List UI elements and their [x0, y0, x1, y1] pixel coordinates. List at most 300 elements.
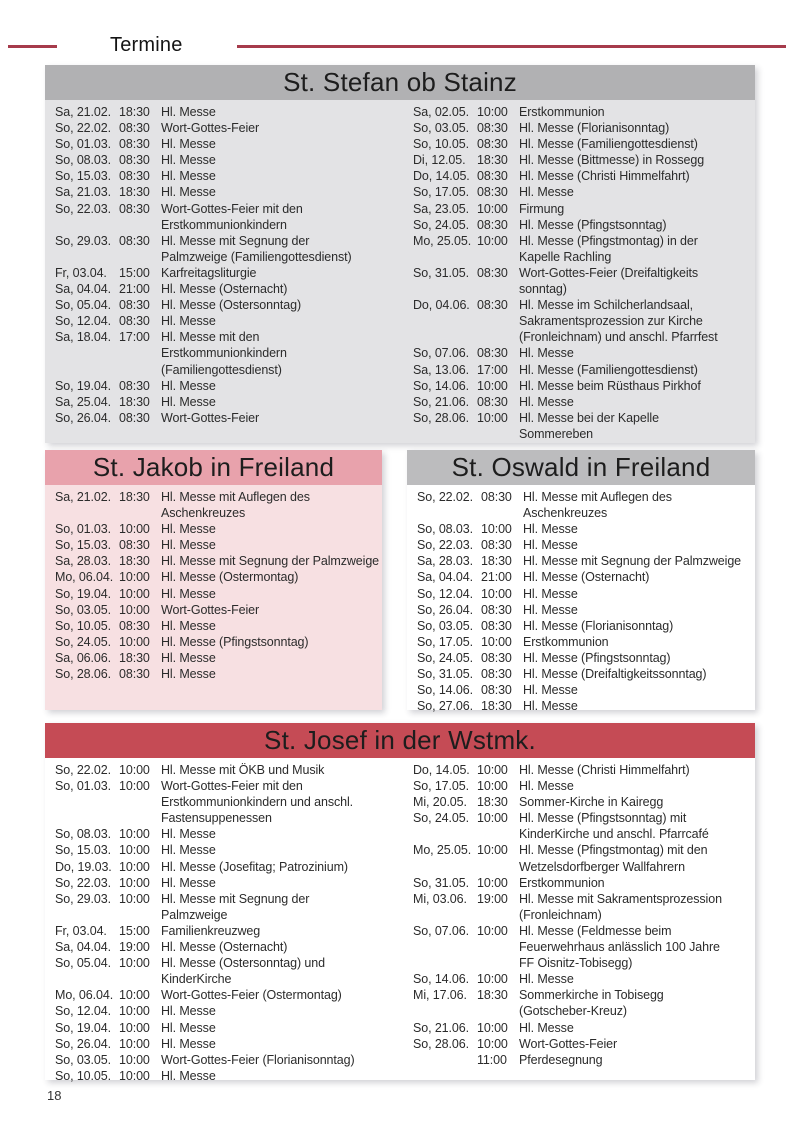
row-description	[161, 136, 407, 152]
row-description-line: (Fronleichnam) und anschl. Pfarrfest	[519, 330, 718, 345]
row-description	[161, 618, 376, 634]
st-josef-column-2	[407, 762, 749, 1080]
row-day: So, 28.06.	[55, 667, 111, 682]
row-description-line: Hl. Messe (Florianisonntag)	[523, 618, 674, 633]
row-time: 19:00	[119, 940, 150, 955]
row-description	[519, 168, 749, 184]
row-description	[161, 378, 407, 394]
page-number: 18	[47, 1088, 62, 1103]
row-day: So, 10.05.	[55, 618, 111, 633]
row-description-line: KinderKirche und anschl. Pfarrcafé	[519, 827, 709, 842]
row-description	[161, 1052, 407, 1068]
row-day: Mo, 25.05.	[413, 233, 472, 248]
row-description-line: Hl. Messe	[161, 169, 216, 184]
row-description-line: Hl. Messe (Pfingstsonntag)	[161, 634, 309, 649]
row-day: So, 24.05.	[417, 650, 473, 665]
schedule-row	[413, 297, 749, 345]
row-description	[161, 297, 407, 313]
row-day: Sa, 21.02.	[55, 490, 111, 504]
section-st-oswald	[407, 450, 755, 714]
row-description	[161, 891, 407, 923]
row-description	[523, 682, 749, 698]
schedule-row	[413, 217, 749, 233]
row-description-line: Hl. Messe mit Segnung der	[161, 233, 310, 248]
row-description-line: Hl. Messe (Pfingstsonntag)	[519, 217, 667, 232]
row-day: So, 07.06.	[413, 923, 469, 938]
row-day: Sa, 06.06.	[55, 650, 111, 665]
schedule-row	[413, 120, 749, 136]
row-day: So, 24.05.	[413, 217, 469, 232]
row-day: Do, 14.05.	[413, 169, 470, 184]
schedule-row	[413, 184, 749, 200]
row-time: 08:30	[119, 153, 150, 168]
row-time: 08:30	[481, 538, 512, 553]
schedule-row	[413, 152, 749, 168]
row-description	[161, 329, 407, 377]
row-time: 10:00	[477, 972, 508, 987]
row-day: So, 03.05.	[55, 1052, 111, 1067]
row-description-line: Wetzelsdorfberger Wallfahrern	[519, 859, 685, 874]
row-day: So, 31.05.	[413, 875, 469, 890]
row-time: 10:00	[477, 233, 508, 248]
row-day: So, 05.04.	[55, 298, 111, 313]
row-time: 10:00	[119, 843, 150, 858]
row-time: 08:30	[477, 394, 508, 409]
page-section-label: Termine	[110, 34, 183, 56]
schedule-row	[417, 650, 749, 666]
row-day: Sa, 21.02.	[55, 105, 111, 119]
schedule-row	[55, 152, 407, 168]
row-description-line: Hl. Messe	[161, 1036, 216, 1051]
row-description	[519, 104, 749, 120]
row-day: Do, 04.06.	[413, 298, 470, 313]
section-header-st-jakob	[45, 450, 382, 485]
schedule-row	[55, 939, 407, 955]
row-time: 18:30	[477, 988, 508, 1003]
row-description	[161, 168, 407, 184]
st-stefan-column-1	[55, 104, 407, 443]
schedule-row	[55, 521, 376, 537]
row-time: 18:30	[477, 153, 508, 168]
row-description	[523, 586, 749, 602]
row-day: So, 22.02.	[55, 763, 111, 777]
row-description	[523, 521, 749, 537]
row-time: 08:30	[477, 265, 508, 280]
row-day: So, 05.04.	[55, 956, 111, 971]
row-description	[161, 778, 407, 826]
row-description	[161, 152, 407, 168]
row-description-line: Hl. Messe	[523, 683, 578, 698]
row-day: So, 07.06.	[413, 346, 469, 361]
row-description	[161, 842, 407, 858]
row-description-line: Hl. Messe	[519, 779, 574, 794]
row-day: Sa, 23.05.	[413, 201, 469, 216]
row-day: So, 10.05.	[55, 1068, 111, 1083]
row-description-line: Kapelle Rachling	[519, 249, 612, 264]
row-description-line: Wort-Gottes-Feier mit den	[161, 201, 303, 216]
st-stefan-column-2	[407, 104, 749, 443]
row-time: 17:00	[119, 330, 150, 345]
row-description-line: Wort-Gottes-Feier (Florianisonntag)	[161, 1052, 355, 1067]
row-time: 10:00	[119, 875, 150, 890]
row-time: 19:00	[477, 891, 508, 906]
row-description-line: Hl. Messe (Ostermontag)	[161, 570, 299, 585]
row-time: 10:00	[481, 522, 512, 537]
schedule-row	[417, 537, 749, 553]
row-time: 08:30	[477, 298, 508, 313]
row-day: So, 26.04.	[55, 1036, 111, 1051]
schedule-row	[55, 410, 407, 426]
row-time: 18:30	[119, 105, 150, 119]
row-description	[519, 842, 749, 874]
row-day: So, 01.03.	[55, 779, 111, 794]
row-time: 10:00	[477, 1036, 508, 1051]
row-time: 10:00	[477, 410, 508, 425]
schedule-row	[55, 842, 407, 858]
row-day: So, 17.05.	[413, 185, 469, 200]
row-day: Sa, 28.03.	[417, 554, 473, 569]
row-description	[519, 1036, 749, 1052]
row-description-line: Hl. Messe	[519, 1020, 574, 1035]
row-time: 08:30	[477, 217, 508, 232]
row-time: 21:00	[119, 282, 150, 297]
schedule-row	[413, 410, 749, 442]
row-description-line: (Familiengottesdienst)	[161, 362, 282, 377]
row-description-line: Hl. Messe bei der Kapelle	[519, 410, 659, 425]
row-description	[519, 410, 749, 442]
schedule-row	[413, 810, 749, 842]
row-description	[523, 537, 749, 553]
section-header-st-oswald	[407, 450, 755, 485]
row-day: Fr, 03.04.	[55, 265, 107, 280]
row-description-line: Karfreitagsliturgie	[161, 265, 257, 280]
schedule-row	[55, 1003, 407, 1019]
row-time: 10:00	[477, 875, 508, 890]
schedule-row	[55, 987, 407, 1003]
schedule-row	[55, 859, 407, 875]
schedule-row	[413, 842, 749, 874]
row-day: So, 14.06.	[417, 683, 473, 698]
row-time: 08:30	[477, 137, 508, 152]
row-description	[519, 201, 749, 217]
schedule-row	[55, 168, 407, 184]
row-day: Mo, 25.05.	[413, 843, 472, 858]
row-day: Fr, 03.04.	[55, 923, 107, 938]
row-day: So, 03.05.	[55, 602, 111, 617]
row-description-line: Hl. Messe beim Rüsthaus Pirkhof	[519, 378, 701, 393]
schedule-row	[55, 826, 407, 842]
row-description-line: Hl. Messe mit Segnung der Palmzweige	[523, 554, 742, 569]
row-time: 11:00	[477, 1052, 507, 1067]
row-description	[523, 634, 749, 650]
row-time: 08:30	[119, 121, 150, 136]
row-day: So, 22.03.	[55, 201, 111, 216]
row-day: So, 29.03.	[55, 233, 111, 248]
row-time: 10:00	[481, 586, 512, 601]
row-description-line: Hl. Messe (Pfingstsonntag)	[523, 650, 671, 665]
row-description-line: Hl. Messe (Ostersonntag)	[161, 298, 302, 313]
row-description-line: Hl. Messe	[161, 1004, 216, 1019]
schedule-row	[55, 378, 407, 394]
row-description	[519, 987, 749, 1019]
schedule-row	[417, 698, 749, 714]
row-description-line: sonntag)	[519, 282, 567, 297]
schedule-row	[55, 618, 376, 634]
row-day: So, 24.05.	[55, 634, 111, 649]
row-time: 18:30	[119, 185, 150, 200]
row-description-line: Erstkommunion	[519, 105, 605, 119]
row-day: So, 15.03.	[55, 843, 111, 858]
row-time: 10:00	[119, 1004, 150, 1019]
row-description-line: Erstkommunion	[519, 875, 605, 890]
row-description-line: Hl. Messe	[161, 827, 216, 842]
row-day: So, 19.04.	[55, 586, 111, 601]
row-time: 10:00	[119, 988, 150, 1003]
row-time: 10:00	[477, 923, 508, 938]
row-description	[519, 794, 749, 810]
row-day: So, 01.03.	[55, 137, 111, 152]
row-day: So, 22.03.	[55, 875, 111, 890]
row-description	[161, 489, 376, 521]
row-description-line: Hl. Messe mit ÖKB und Musik	[161, 763, 325, 777]
row-time: 15:00	[119, 265, 150, 280]
row-description	[519, 265, 749, 297]
row-day: Sa, 25.04.	[55, 394, 111, 409]
row-time: 08:30	[119, 618, 150, 633]
schedule-row	[417, 682, 749, 698]
row-day: So, 21.06.	[413, 394, 469, 409]
row-description-line: Hl. Messe	[161, 137, 216, 152]
row-description	[161, 650, 376, 666]
row-time: 10:00	[477, 105, 508, 119]
row-time: 08:30	[119, 137, 150, 152]
row-description	[161, 265, 407, 281]
section-title-st-josef: St. Josef in der Wstmk.	[264, 725, 536, 755]
row-description-line: Hl. Messe (Christi Himmelfahrt)	[519, 763, 690, 777]
st-jakob-column-1	[55, 489, 380, 710]
row-time: 10:00	[477, 201, 508, 216]
row-description-line: Hl. Messe	[523, 538, 578, 553]
row-description	[161, 313, 407, 329]
row-day: So, 24.05.	[413, 811, 469, 826]
row-time: 08:30	[481, 490, 512, 504]
row-time: 18:30	[119, 554, 150, 569]
section-st-stefan	[45, 65, 755, 443]
schedule-row	[55, 1068, 407, 1084]
schedule-row	[55, 394, 407, 410]
row-description-line: Hl. Messe (Ostersonntag) und	[161, 956, 325, 971]
row-day: Sa, 13.06.	[413, 362, 469, 377]
row-description-line: Hl. Messe im Schilcherlandsaal,	[519, 298, 694, 313]
schedule-row	[417, 602, 749, 618]
row-description	[161, 1068, 407, 1084]
row-day: So, 27.06.	[417, 699, 473, 714]
row-description-line: Wort-Gottes-Feier mit den	[161, 779, 303, 794]
schedule-row	[413, 233, 749, 265]
schedule-row	[417, 666, 749, 682]
schedule-row	[55, 923, 407, 939]
row-description-line: Hl. Messe (Pfingstmontag) mit den	[519, 843, 708, 858]
row-day: So, 14.06.	[413, 378, 469, 393]
row-day: So, 15.03.	[55, 538, 111, 553]
schedule-body-st-josef	[45, 758, 755, 1083]
row-day: So, 31.05.	[417, 667, 473, 682]
schedule-row	[413, 104, 749, 120]
schedule-row	[413, 168, 749, 184]
schedule-row	[55, 297, 407, 313]
schedule-row	[413, 345, 749, 361]
row-description	[519, 875, 749, 891]
row-day: Mo, 06.04.	[55, 570, 114, 585]
row-description	[161, 104, 407, 120]
row-time: 17:00	[477, 362, 508, 377]
row-description-line: Hl. Messe	[161, 667, 216, 682]
row-description-line: Sommer-Kirche in Kairegg	[519, 795, 664, 810]
row-description-line: Hl. Messe (Familiengottesdienst)	[519, 362, 698, 377]
row-description-line: Hl. Messe (Dreifaltigkeitssonntag)	[523, 667, 707, 682]
row-day: Sa, 04.04.	[55, 282, 111, 297]
row-time: 08:30	[481, 650, 512, 665]
schedule-body-st-jakob	[45, 485, 382, 710]
row-description-line: Hl. Messe (Bittmesse) in Rossegg	[519, 153, 705, 168]
row-day: Sa, 21.03.	[55, 185, 111, 200]
section-title-st-stefan: St. Stefan ob Stainz	[283, 67, 517, 97]
schedule-row	[55, 184, 407, 200]
row-time: 08:30	[119, 538, 150, 553]
row-time: 21:00	[481, 570, 512, 585]
row-description	[519, 120, 749, 136]
row-description	[523, 698, 749, 714]
schedule-row	[55, 329, 407, 377]
row-description	[161, 602, 376, 618]
row-time: 18:30	[477, 795, 508, 810]
row-day: So, 22.02.	[417, 490, 473, 504]
row-time: 10:00	[477, 1020, 508, 1035]
schedule-row	[413, 362, 749, 378]
row-description-line: Hl. Messe	[519, 972, 574, 987]
schedule-row	[413, 923, 749, 971]
row-description-line: Hl. Messe	[161, 522, 216, 537]
row-day: So, 26.04.	[417, 602, 473, 617]
row-time: 10:00	[119, 522, 150, 537]
schedule-row	[55, 104, 407, 120]
row-description	[161, 537, 376, 553]
row-description	[161, 1020, 407, 1036]
row-description	[161, 666, 376, 682]
row-description	[519, 778, 749, 794]
schedule-row	[55, 1036, 407, 1052]
row-time: 08:30	[481, 683, 512, 698]
row-day: Sa, 28.03.	[55, 554, 111, 569]
schedule-row	[55, 762, 407, 778]
schedule-row	[55, 136, 407, 152]
schedule-body-st-stefan	[45, 100, 755, 443]
row-description-line: Familienkreuzweg	[161, 923, 261, 938]
row-day: So, 28.06.	[413, 1036, 469, 1051]
row-description-line: Erstkommunionkindern	[161, 346, 287, 361]
row-description	[519, 971, 749, 987]
row-time: 10:00	[477, 779, 508, 794]
row-description	[519, 762, 749, 778]
schedule-row	[417, 634, 749, 650]
row-day: Sa, 04.04.	[417, 570, 473, 585]
row-description	[161, 1003, 407, 1019]
row-description	[161, 233, 407, 265]
row-description	[519, 1020, 749, 1036]
row-description-line: Palmzweige (Familiengottesdienst)	[161, 249, 352, 264]
st-josef-column-1	[55, 762, 407, 1083]
row-description-line: Sommereben	[519, 426, 594, 441]
schedule-row	[417, 521, 749, 537]
schedule-row	[417, 618, 749, 634]
row-day: Mo, 06.04.	[55, 988, 114, 1003]
row-description-line: Hl. Messe	[161, 1068, 216, 1083]
row-day: So, 22.02.	[55, 121, 111, 136]
row-description-line: Hl. Messe (Familiengottesdienst)	[519, 137, 698, 152]
row-day: So, 08.03.	[55, 153, 111, 168]
row-day: So, 01.03.	[55, 522, 111, 537]
row-description-line: Feuerwehrhaus anlässlich 100 Jahre	[519, 940, 720, 955]
schedule-row	[413, 1020, 749, 1036]
row-day: Sa, 18.04.	[55, 330, 111, 345]
row-description	[161, 939, 407, 955]
row-description-line: Hl. Messe (Josefitag; Patrozinium)	[161, 859, 348, 874]
schedule-row	[55, 875, 407, 891]
row-description-line: Hl. Messe (Osternacht)	[161, 940, 288, 955]
row-time: 10:00	[119, 827, 150, 842]
row-description	[519, 1052, 749, 1068]
row-time: 08:30	[119, 201, 150, 216]
row-description-line: Hl. Messe	[161, 394, 216, 409]
row-description	[519, 297, 749, 345]
row-time: 10:00	[119, 634, 150, 649]
row-day: So, 17.05.	[417, 634, 473, 649]
schedule-row	[55, 586, 376, 602]
row-time: 08:30	[119, 298, 150, 313]
schedule-row	[55, 1052, 407, 1068]
row-description-line: Hl. Messe (Florianisonntag)	[519, 121, 670, 136]
row-description	[519, 923, 749, 971]
row-description-line: Hl. Messe	[161, 618, 216, 633]
row-time: 10:00	[119, 1068, 150, 1083]
row-description	[161, 521, 376, 537]
row-time: 10:00	[119, 859, 150, 874]
row-description-line: Hl. Messe	[519, 185, 574, 200]
row-time: 08:30	[477, 169, 508, 184]
row-time: 08:30	[481, 602, 512, 617]
schedule-row	[55, 265, 407, 281]
schedule-row	[55, 313, 407, 329]
row-description-line: Wort-Gottes-Feier	[161, 410, 260, 425]
schedule-row	[55, 634, 376, 650]
row-description	[161, 586, 376, 602]
row-description-line: Hl. Messe	[161, 650, 216, 665]
row-description-line: Hl. Messe (Christi Himmelfahrt)	[519, 169, 690, 184]
row-description-line: Aschenkreuzes	[161, 506, 246, 521]
row-description-line: Hl. Messe mit Auflegen des	[161, 490, 310, 504]
row-description-line: Hl. Messe	[523, 602, 578, 617]
schedule-row	[55, 569, 376, 585]
row-time: 18:30	[481, 554, 512, 569]
row-day: So, 03.05.	[413, 121, 469, 136]
schedule-row	[417, 553, 749, 569]
row-description-line: Palmzweige	[161, 907, 228, 922]
row-day: Mi, 03.06.	[413, 891, 467, 906]
row-description-line: Pferdesegnung	[519, 1052, 603, 1067]
row-description-line: Firmung	[519, 201, 565, 216]
row-time: 10:00	[477, 763, 508, 777]
row-description	[523, 618, 749, 634]
